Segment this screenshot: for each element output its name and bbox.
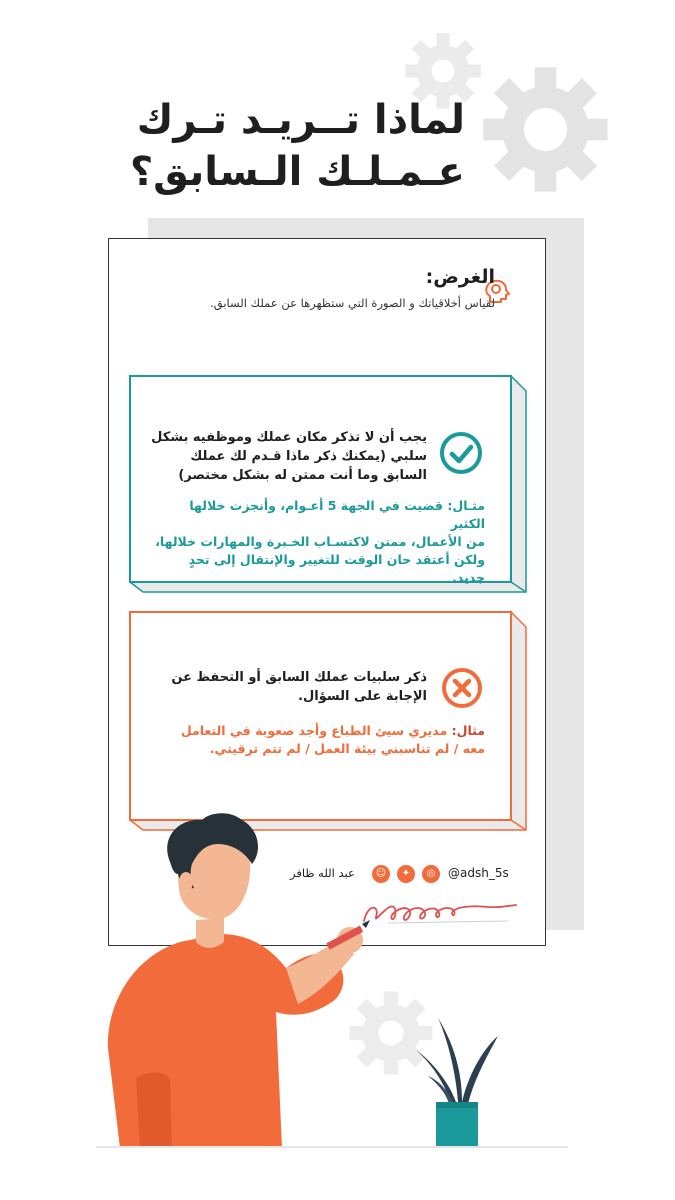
instagram-icon[interactable]: ◎: [422, 865, 440, 883]
x-circle-icon: [440, 666, 484, 710]
dont-card-example-label: مثال:: [451, 723, 485, 738]
dont-card-example-line-2: معه / لم تناسبني بيئة العمل / لم تتم ترقيتي.: [209, 741, 485, 756]
do-card-main-line-3: السابق وما أنت ممتن له بشكل مختصر): [178, 468, 427, 483]
check-circle-icon: [438, 430, 484, 476]
do-card-main-text: [137, 428, 427, 485]
do-card-example-line-2: من الأعمال، ممتن لاكتسـاب الخـبرة والمهارات خلالها،: [155, 534, 485, 549]
dont-card-main-line-2: الإجابة على السؤال.: [298, 689, 427, 704]
signature-scribble: [358, 893, 518, 933]
dont-card-main-line-1: ذكر سلبيات عملك السابق أو التحفظ عن: [171, 670, 427, 685]
title-line-2: عـمـلـك الـسابق؟: [129, 149, 465, 195]
dont-card-main-text: [147, 668, 427, 706]
potted-plant-illustration: [408, 1010, 508, 1150]
do-card-example-line-1: قضيت في الجهة 5 أعـوام، وأنجزت خلالها الكثير: [189, 498, 485, 531]
author-name: عبد الله ظافر: [290, 866, 355, 880]
page-title: [85, 94, 465, 198]
snapchat-icon[interactable]: ☺: [372, 865, 390, 883]
do-card-main-line-2: سلبي (يمكنك ذكر ماذا قـدم لك عملك: [190, 449, 427, 464]
title-line-1: لماذا تــريـد تـرك: [136, 97, 465, 143]
do-card-example-line-3: ولكن أعتقد حان الوقت للتغيير والإنتقال إلى تحدٍ جديد.: [188, 552, 485, 585]
dont-card-example-line-1: مديري سيئ الطباع وأجد صعوبة في التعامل: [180, 723, 452, 738]
dont-card-example: [165, 722, 485, 758]
do-card-main-line-1: يجب أن لا تذكر مكان عملك وموظفيه بشكل: [151, 430, 427, 445]
purpose-label: الغرض:: [425, 266, 495, 288]
twitter-icon[interactable]: ✦: [397, 865, 415, 883]
purpose-text: لقياس أخلاقياتك و الصورة التي ستظهرها عن عملك السابق.: [210, 296, 495, 310]
floor-line: [96, 1146, 568, 1148]
do-card-example-label: مثـال:: [447, 498, 485, 513]
social-handle[interactable]: @adsh_5s: [448, 866, 509, 880]
person-writing-illustration: [100, 808, 380, 1148]
gear-icon-large: [478, 62, 613, 197]
do-card-example: [155, 497, 485, 587]
